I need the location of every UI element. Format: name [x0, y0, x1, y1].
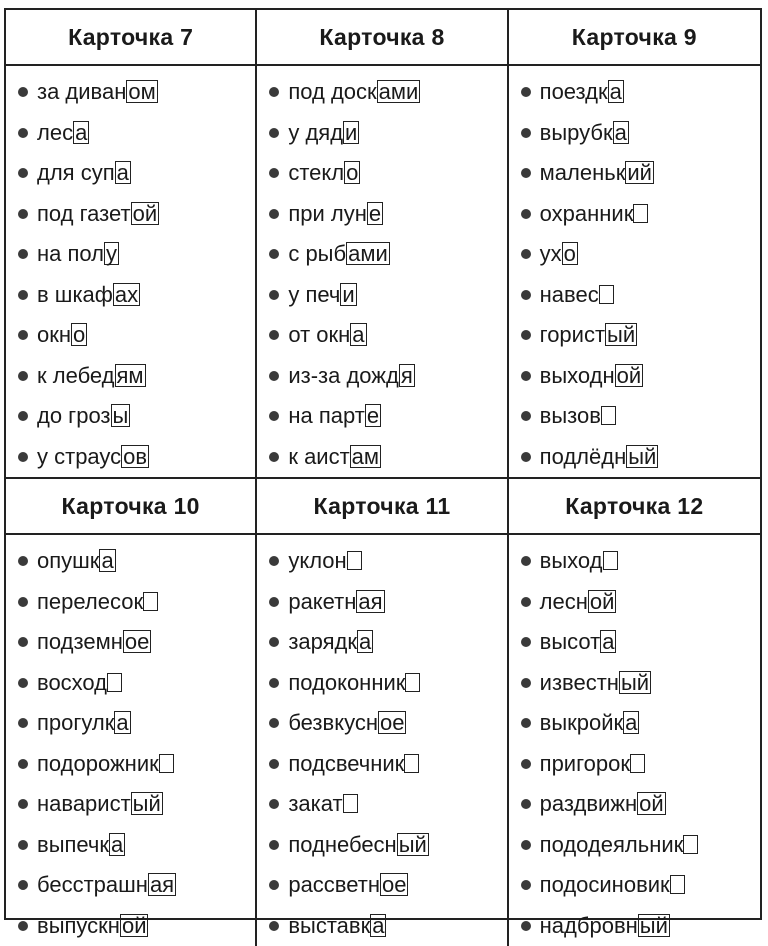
list-item [521, 703, 760, 744]
bullet-icon [269, 209, 279, 219]
bullet-icon [269, 87, 279, 97]
bullet-icon [521, 637, 531, 647]
bullet-icon [269, 330, 279, 340]
ending-box: ов [121, 445, 149, 468]
list-item [521, 396, 760, 437]
ending-box: е [367, 202, 383, 225]
bullet-icon [18, 290, 28, 300]
ending-box [633, 204, 648, 223]
list-item [18, 865, 255, 906]
list-item [269, 72, 506, 113]
cards-table [4, 8, 762, 920]
word: перелесок [37, 589, 158, 615]
bullet-icon [269, 840, 279, 850]
list-item [269, 703, 506, 744]
ending-box [107, 673, 122, 692]
bullet-icon [269, 718, 279, 728]
ending-box [159, 754, 174, 773]
list-item [269, 541, 506, 582]
ending-box [670, 875, 685, 894]
word: известный [540, 670, 651, 696]
card-title: Карточка 12 [509, 479, 760, 535]
ending-box: а [109, 833, 125, 856]
card-title: Карточка 10 [6, 479, 255, 535]
list-item [18, 72, 255, 113]
ending-box: ый [131, 792, 163, 815]
list-item [269, 825, 506, 866]
bullet-icon [521, 556, 531, 566]
list-item [18, 437, 255, 478]
list-item [521, 315, 760, 356]
word: бесстрашная [37, 872, 176, 898]
bullet-icon [269, 880, 279, 890]
bullet-icon [269, 597, 279, 607]
ending-box: а [350, 323, 366, 346]
bullet-icon [521, 452, 531, 462]
word: окно [37, 322, 87, 348]
list-item [521, 541, 760, 582]
list-item [269, 315, 506, 356]
list-item [521, 622, 760, 663]
ending-box [143, 592, 158, 611]
word: высота [540, 629, 617, 655]
ending-box: а [73, 121, 89, 144]
bullet-icon [18, 759, 28, 769]
ending-box: ый [397, 833, 429, 856]
bullet-icon [269, 371, 279, 381]
word: пододеяльник [540, 832, 699, 858]
ending-box: ой [131, 202, 160, 225]
bullet-icon [521, 371, 531, 381]
word: навес [540, 282, 614, 308]
card [509, 479, 760, 946]
list-item [18, 315, 255, 356]
ending-box: ам [350, 445, 381, 468]
word: гористый [540, 322, 638, 348]
word: за диваном [37, 79, 158, 105]
bullet-icon [269, 128, 279, 138]
word: от окна [288, 322, 366, 348]
list-item [18, 541, 255, 582]
ending-box: а [99, 549, 115, 572]
word: ухо [540, 241, 578, 267]
bullet-icon [18, 597, 28, 607]
ending-box: ый [605, 323, 637, 346]
ending-box: а [600, 630, 616, 653]
bullet-icon [18, 168, 28, 178]
ending-box: о [71, 323, 87, 346]
list-item [269, 356, 506, 397]
bullet-icon [521, 249, 531, 259]
bullet-icon [521, 799, 531, 809]
word: с рыбами [288, 241, 389, 267]
list-item [269, 194, 506, 235]
word: подсвечник [288, 751, 419, 777]
word: надбровный [540, 913, 670, 939]
ending-box [343, 794, 358, 813]
list-item [269, 396, 506, 437]
ending-box: а [623, 711, 639, 734]
bullet-icon [269, 921, 279, 931]
ending-box: а [370, 914, 386, 937]
word: маленький [540, 160, 654, 186]
word: вызов [540, 403, 616, 429]
word: под досками [288, 79, 420, 105]
word: леса [37, 120, 89, 146]
word: на полу [37, 241, 119, 267]
ending-box [601, 406, 616, 425]
bullet-icon [269, 249, 279, 259]
list-item [521, 865, 760, 906]
list-item [521, 663, 760, 704]
ending-box [683, 835, 698, 854]
ending-box: ом [126, 80, 157, 103]
bullet-icon [18, 371, 28, 381]
word: выпускной [37, 913, 148, 939]
list-item [521, 825, 760, 866]
card [509, 10, 760, 479]
ending-box: ый [626, 445, 658, 468]
list-item [269, 906, 506, 946]
list-item [521, 234, 760, 275]
ending-box: ий [625, 161, 654, 184]
word: раздвижной [540, 791, 666, 817]
word: зарядка [288, 629, 373, 655]
bullet-icon [269, 637, 279, 647]
list-item [521, 194, 760, 235]
bullet-icon [521, 597, 531, 607]
word: поездка [540, 79, 624, 105]
list-item [521, 113, 760, 154]
word: поднебесный [288, 832, 429, 858]
list-item [18, 153, 255, 194]
ending-box: е [365, 404, 381, 427]
list-item [18, 396, 255, 437]
ending-box: а [608, 80, 624, 103]
ending-box [404, 754, 419, 773]
list-item [269, 275, 506, 316]
list-item [18, 703, 255, 744]
bullet-icon [521, 880, 531, 890]
word: на парте [288, 403, 381, 429]
word: до грозы [37, 403, 130, 429]
list-item [18, 622, 255, 663]
bullet-icon [18, 718, 28, 728]
card-title: Карточка 11 [257, 479, 506, 535]
ending-box: ой [588, 590, 617, 613]
bullet-icon [18, 87, 28, 97]
ending-box: ый [619, 671, 651, 694]
bullet-icon [18, 880, 28, 890]
list-item [18, 582, 255, 623]
ending-box: а [357, 630, 373, 653]
bullet-icon [269, 556, 279, 566]
list-item [269, 784, 506, 825]
list-item [18, 906, 255, 946]
list-item [521, 437, 760, 478]
ending-box: и [343, 121, 359, 144]
word: у печи [288, 282, 356, 308]
bullet-icon [18, 799, 28, 809]
bullet-icon [18, 678, 28, 688]
word: подорожник [37, 751, 174, 777]
ending-box: ах [113, 283, 140, 306]
list-item [269, 113, 506, 154]
ending-box [405, 673, 420, 692]
ending-box: ой [637, 792, 666, 815]
list-item [521, 744, 760, 785]
bullet-icon [18, 637, 28, 647]
ending-box: ый [638, 914, 670, 937]
bullet-icon [18, 556, 28, 566]
card [6, 10, 257, 479]
ending-box: ое [123, 630, 151, 653]
word: у дяди [288, 120, 359, 146]
list-item [18, 113, 255, 154]
bullet-icon [521, 840, 531, 850]
bullet-icon [269, 678, 279, 688]
list-item [521, 72, 760, 113]
bullet-icon [18, 921, 28, 931]
ending-box: ами [377, 80, 421, 103]
word: стекло [288, 160, 360, 186]
card-title: Карточка 8 [257, 10, 506, 66]
ending-box: ая [148, 873, 176, 896]
bullet-icon [521, 718, 531, 728]
bullet-icon [269, 759, 279, 769]
ending-box: ой [120, 914, 149, 937]
list-item [18, 194, 255, 235]
bullet-icon [269, 799, 279, 809]
list-item [521, 275, 760, 316]
ending-box: ое [380, 873, 408, 896]
list-item [521, 582, 760, 623]
list-item [18, 275, 255, 316]
list-item [269, 865, 506, 906]
word: выпечка [37, 832, 125, 858]
list-item [521, 356, 760, 397]
bullet-icon [521, 411, 531, 421]
ending-box: а [115, 161, 131, 184]
word: восход [37, 670, 122, 696]
word: наваристый [37, 791, 163, 817]
word: к лебедям [37, 363, 146, 389]
bullet-icon [521, 209, 531, 219]
bullet-icon [521, 330, 531, 340]
word: для супа [37, 160, 131, 186]
ending-box: ая [356, 590, 384, 613]
list-item [269, 437, 506, 478]
list-item [269, 153, 506, 194]
bullet-icon [18, 840, 28, 850]
list-item [521, 153, 760, 194]
ending-box: а [613, 121, 629, 144]
bullet-icon [521, 87, 531, 97]
list-item [18, 663, 255, 704]
bullet-icon [269, 411, 279, 421]
word: прогулка [37, 710, 131, 736]
word: закат [288, 791, 357, 817]
word: подземное [37, 629, 151, 655]
word: выходной [540, 363, 644, 389]
ending-box: о [344, 161, 360, 184]
bullet-icon [18, 411, 28, 421]
word: рассветное [288, 872, 408, 898]
bullet-icon [18, 249, 28, 259]
bullet-icon [521, 128, 531, 138]
bullet-icon [521, 759, 531, 769]
ending-box: у [104, 242, 119, 265]
word: пригорок [540, 751, 645, 777]
bullet-icon [18, 452, 28, 462]
card [6, 479, 257, 946]
card-title: Карточка 7 [6, 10, 255, 66]
ending-box [347, 551, 362, 570]
list-item [269, 744, 506, 785]
list-item [521, 906, 760, 946]
ending-box [603, 551, 618, 570]
word: безвкусное [288, 710, 406, 736]
word: охранник [540, 201, 649, 227]
list-item [18, 744, 255, 785]
card-title: Карточка 9 [509, 10, 760, 66]
list-item [269, 234, 506, 275]
ending-box [630, 754, 645, 773]
word: подосиновик [540, 872, 685, 898]
ending-box [599, 285, 614, 304]
list-item [269, 663, 506, 704]
list-item [521, 784, 760, 825]
bullet-icon [269, 290, 279, 300]
list-item [269, 622, 506, 663]
card [257, 479, 508, 946]
ending-box: и [340, 283, 356, 306]
bullet-icon [521, 921, 531, 931]
word: у страусов [37, 444, 149, 470]
card [257, 10, 508, 479]
bullet-icon [18, 209, 28, 219]
list-item [269, 582, 506, 623]
bullet-icon [18, 330, 28, 340]
ending-box: ы [111, 404, 131, 427]
list-item [18, 234, 255, 275]
bullet-icon [521, 168, 531, 178]
word: лесной [540, 589, 617, 615]
word: опушка [37, 548, 116, 574]
ending-box: ое [378, 711, 406, 734]
list-item [18, 825, 255, 866]
ending-box: а [114, 711, 130, 734]
word: подлёдный [540, 444, 659, 470]
bullet-icon [18, 128, 28, 138]
ending-box: ами [346, 242, 390, 265]
word: выход [540, 548, 618, 574]
ending-box: ям [115, 364, 146, 387]
ending-box: ой [615, 364, 644, 387]
word: ракетная [288, 589, 384, 615]
word: выставка [288, 913, 386, 939]
word: вырубка [540, 120, 629, 146]
list-item [18, 356, 255, 397]
bullet-icon [521, 290, 531, 300]
word: к аистам [288, 444, 381, 470]
word: при луне [288, 201, 383, 227]
word: под газетой [37, 201, 159, 227]
bullet-icon [521, 678, 531, 688]
word: в шкафах [37, 282, 140, 308]
bullet-icon [269, 168, 279, 178]
ending-box: о [562, 242, 578, 265]
word: уклон [288, 548, 361, 574]
word: подоконник [288, 670, 420, 696]
ending-box: я [399, 364, 415, 387]
word: выкройка [540, 710, 640, 736]
list-item [18, 784, 255, 825]
word: из-за дождя [288, 363, 414, 389]
bullet-icon [269, 452, 279, 462]
